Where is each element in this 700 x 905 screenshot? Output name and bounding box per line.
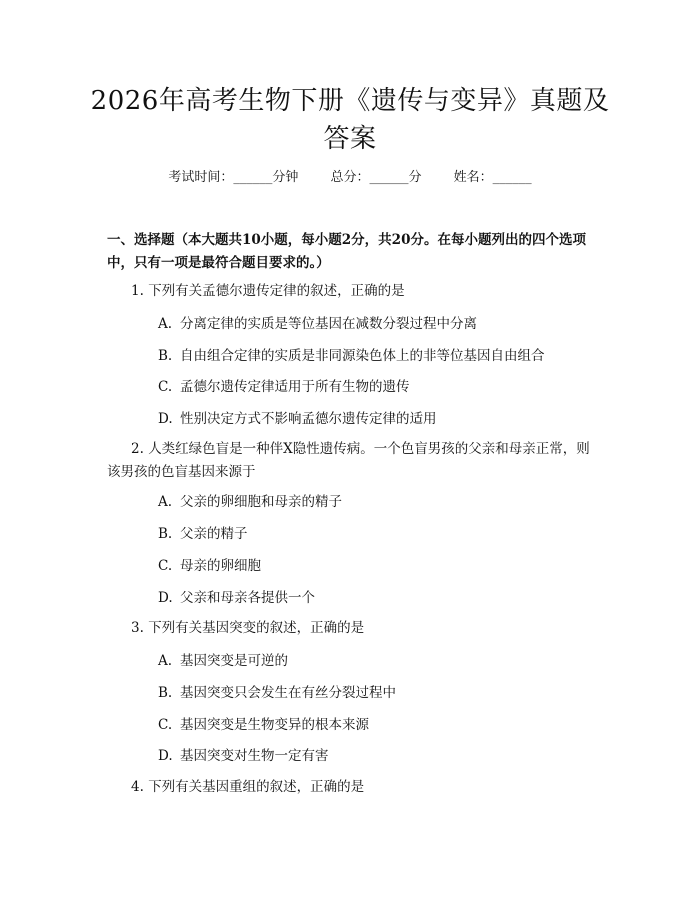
option-letter: A.	[158, 316, 173, 332]
option-text: 父亲和母亲各提供一个	[180, 590, 315, 606]
option-letter: A.	[158, 653, 173, 669]
question-number: 3.	[131, 620, 144, 636]
option-letter: D.	[158, 748, 173, 764]
option-text: 基因突变只会发生在有丝分裂过程中	[180, 685, 396, 701]
option-letter: A.	[158, 494, 173, 510]
question-number: 2.	[131, 441, 144, 457]
question-2	[107, 438, 602, 484]
document-title: 2026年高考生物下册《遗传与变异》真题及答案	[90, 86, 610, 154]
option-1d	[158, 409, 598, 429]
question-stem: 下列有关孟德尔遗传定律的叙述，正确的是	[148, 283, 405, 299]
question-number: 4.	[131, 779, 144, 795]
option-letter: D.	[158, 411, 173, 427]
question-4	[107, 776, 602, 799]
option-letter: C.	[158, 717, 173, 733]
option-1a	[158, 314, 598, 334]
option-2b	[158, 524, 598, 544]
option-letter: C.	[158, 379, 173, 395]
section-heading: 一、选择题（本大题共10小题，每小题2分，共20分。在每小题列出的四个选项中，只有一项是最符合题目要求的。）	[107, 232, 586, 271]
option-text: 基因突变对生物一定有害	[180, 748, 329, 764]
question-number: 1.	[131, 283, 144, 299]
option-text: 性别决定方式不影响孟德尔遗传定律的适用	[180, 411, 437, 427]
option-text: 基因突变是可逆的	[180, 653, 288, 669]
option-2d	[158, 588, 598, 608]
exam-meta	[0, 168, 700, 188]
option-text: 母亲的卵细胞	[180, 558, 261, 574]
option-3a	[158, 651, 598, 671]
option-letter: B.	[158, 348, 173, 364]
option-letter: B.	[158, 685, 173, 701]
option-text: 基因突变是生物变异的根本来源	[180, 717, 369, 733]
option-3d	[158, 746, 598, 766]
option-text: 自由组合定律的实质是非同源染色体上的非等位基因自由组合	[180, 348, 545, 364]
total-score-label: 总分：______分	[330, 170, 422, 185]
question-1	[107, 280, 602, 303]
option-2a	[158, 492, 598, 512]
option-letter: B.	[158, 526, 173, 542]
option-text: 分离定律的实质是等位基因在减数分裂过程中分离	[180, 316, 477, 332]
exam-time-label: 考试时间：______分钟	[168, 170, 299, 185]
option-letter: C.	[158, 558, 173, 574]
option-1b	[158, 346, 598, 366]
question-stem: 人类红绿色盲是一种伴X隐性遗传病。一个色盲男孩的父亲和母亲正常，则该男孩的色盲基因来源于	[107, 441, 590, 480]
question-stem: 下列有关基因重组的叙述，正确的是	[148, 779, 365, 795]
option-1c	[158, 377, 598, 397]
option-3b	[158, 683, 598, 703]
name-label: 姓名：______	[453, 170, 532, 185]
option-3c	[158, 715, 598, 735]
option-text: 孟德尔遗传定律适用于所有生物的遗传	[180, 379, 410, 395]
question-stem: 下列有关基因突变的叙述，正确的是	[148, 620, 365, 636]
option-letter: D.	[158, 590, 173, 606]
option-2c	[158, 556, 598, 576]
option-text: 父亲的卵细胞和母亲的精子	[180, 494, 342, 510]
question-3	[107, 617, 602, 640]
option-text: 父亲的精子	[180, 526, 248, 542]
